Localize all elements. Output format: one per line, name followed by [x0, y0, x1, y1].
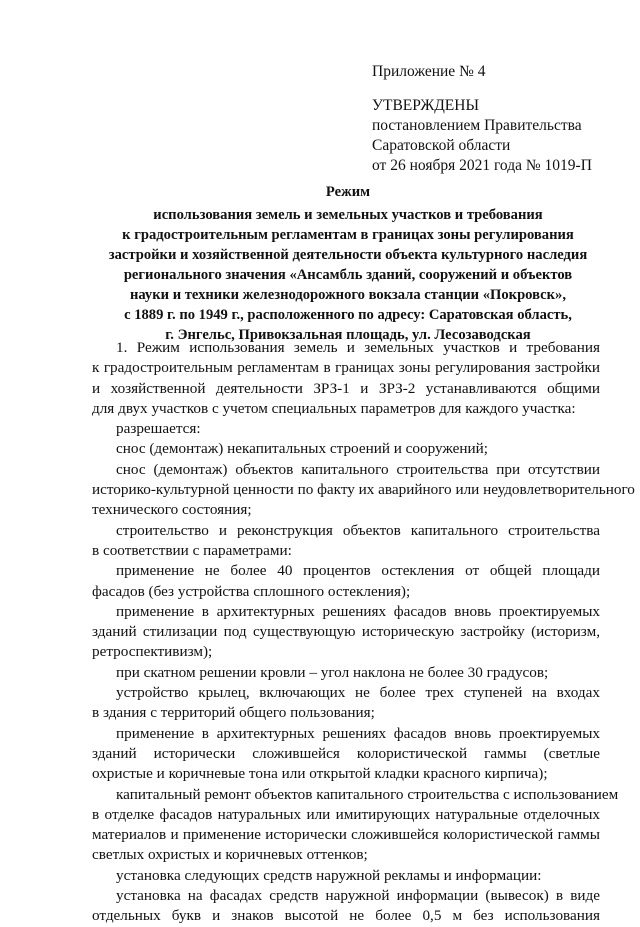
paragraph-line: ретроспективизм); — [92, 643, 213, 661]
body-paragraph — [92, 785, 619, 866]
body-paragraph — [92, 663, 600, 683]
document-body — [92, 338, 635, 927]
title-line: к градостроительным регламентам в границах зоны регулирования — [122, 227, 574, 243]
paragraph-line: разрешается: — [116, 420, 201, 438]
body-paragraph — [92, 724, 600, 785]
paragraph-line: строительство и реконструкция объектов капитального строительства — [116, 521, 600, 539]
paragraph-line: для двух участков с учетом специальных параметров для каждого участка: — [92, 399, 576, 417]
document-title — [88, 182, 608, 345]
title-line: науки и техники железнодорожного вокзала станции «Покровск», — [129, 287, 567, 303]
body-paragraph — [92, 683, 600, 724]
approved-heading: УТВЕРЖДЕНЫ — [372, 97, 479, 114]
body-paragraph — [92, 521, 600, 562]
paragraph-line: применение не более 40 процентов остекления от общей площади — [116, 562, 600, 580]
paragraph-line: применение в архитектурных решениях фасадов вновь проектируемых — [116, 724, 600, 742]
body-paragraph — [92, 561, 600, 602]
paragraph-line: зданий стилизации под существующую историческую застройку (историзм, — [92, 623, 600, 641]
body-paragraph — [92, 419, 600, 439]
paragraph-line: зданий исторически сложившейся колористической гаммы (светлые — [92, 744, 600, 762]
body-paragraph — [92, 439, 600, 459]
paragraph-line: в отделке фасадов натуральных или имитирующих натуральные отделочных — [92, 805, 600, 823]
paragraph-line: снос (демонтаж) объектов капитального строительства при отсутствии — [116, 460, 600, 478]
paragraph-line: в здания с территорий общего пользования; — [92, 704, 375, 722]
paragraph-line: охристые и коричневые тона или открытой кладки красного кирпича); — [92, 765, 548, 783]
paragraph-line: технического состояния; — [92, 501, 252, 519]
body-paragraph — [92, 460, 635, 521]
title-line: с 1889 г. по 1949 г., расположенного по адресу: Саратовская область, — [124, 307, 572, 323]
body-paragraph — [92, 602, 600, 663]
paragraph-line: при скатном решении кровли – угол наклона не более 30 градусов; — [116, 663, 549, 681]
paragraph-line: светлых охристых и коричневых оттенков; — [92, 846, 368, 864]
title-line: регионального значения «Ансамбль зданий, сооружений и объектов — [123, 267, 573, 283]
title-line: использования земель и земельных участков и требования — [153, 207, 543, 223]
title-word: Режим — [325, 184, 371, 200]
paragraph-line: в соответствии с параметрами: — [92, 541, 292, 559]
appendix-number: Приложение № 4 — [372, 63, 486, 80]
body-paragraph — [92, 886, 600, 927]
paragraph-line: 1. Режим использования земель и земельных участков и требования — [116, 339, 600, 356]
paragraph-line: историко-культурной ценности по факту их аварийного или неудовлетворительного — [92, 481, 635, 499]
approval-line-3: от 26 ноября 2021 года № 1019-П — [372, 157, 592, 174]
paragraph-line: установка следующих средств наружной рекламы и информации: — [116, 866, 542, 884]
paragraph-line: отдельных букв и знаков высотой не более 0,5 м без использования — [92, 907, 600, 925]
approval-line-1: постановлением Правительства — [372, 117, 582, 134]
body-paragraph — [92, 338, 600, 419]
paragraph-line: устройство крылец, включающих не более трех ступеней на входах — [116, 684, 600, 702]
paragraph-line: и хозяйственной деятельности ЗРЗ-1 и ЗРЗ-2 устанавливаются общими — [92, 379, 600, 397]
approval-block — [372, 62, 622, 176]
approval-line-2: Саратовской области — [372, 137, 511, 154]
paragraph-line: установка на фасадах средств наружной информации (вывесок) в виде — [116, 887, 600, 905]
title-line: г. Энгельс, Привокзальная площадь, ул. Лесозаводская — [165, 327, 531, 343]
title-line: застройки и хозяйственной деятельности объекта культурного наследия — [108, 247, 588, 263]
paragraph-line: применение в архитектурных решениях фасадов вновь проектируемых — [116, 602, 600, 620]
paragraph-line: материалов и применение исторически сложившейся колористической гаммы — [92, 826, 600, 844]
paragraph-line: фасадов (без устройства сплошного остекления); — [92, 582, 411, 600]
paragraph-line: капитальный ремонт объектов капитального строительства с использованием — [116, 785, 619, 803]
paragraph-line: к градостроительным регламентам в границах зоны регулирования застройки — [92, 359, 600, 377]
body-paragraph — [92, 866, 600, 886]
paragraph-line: снос (демонтаж) некапитальных строений и сооружений; — [116, 440, 489, 458]
